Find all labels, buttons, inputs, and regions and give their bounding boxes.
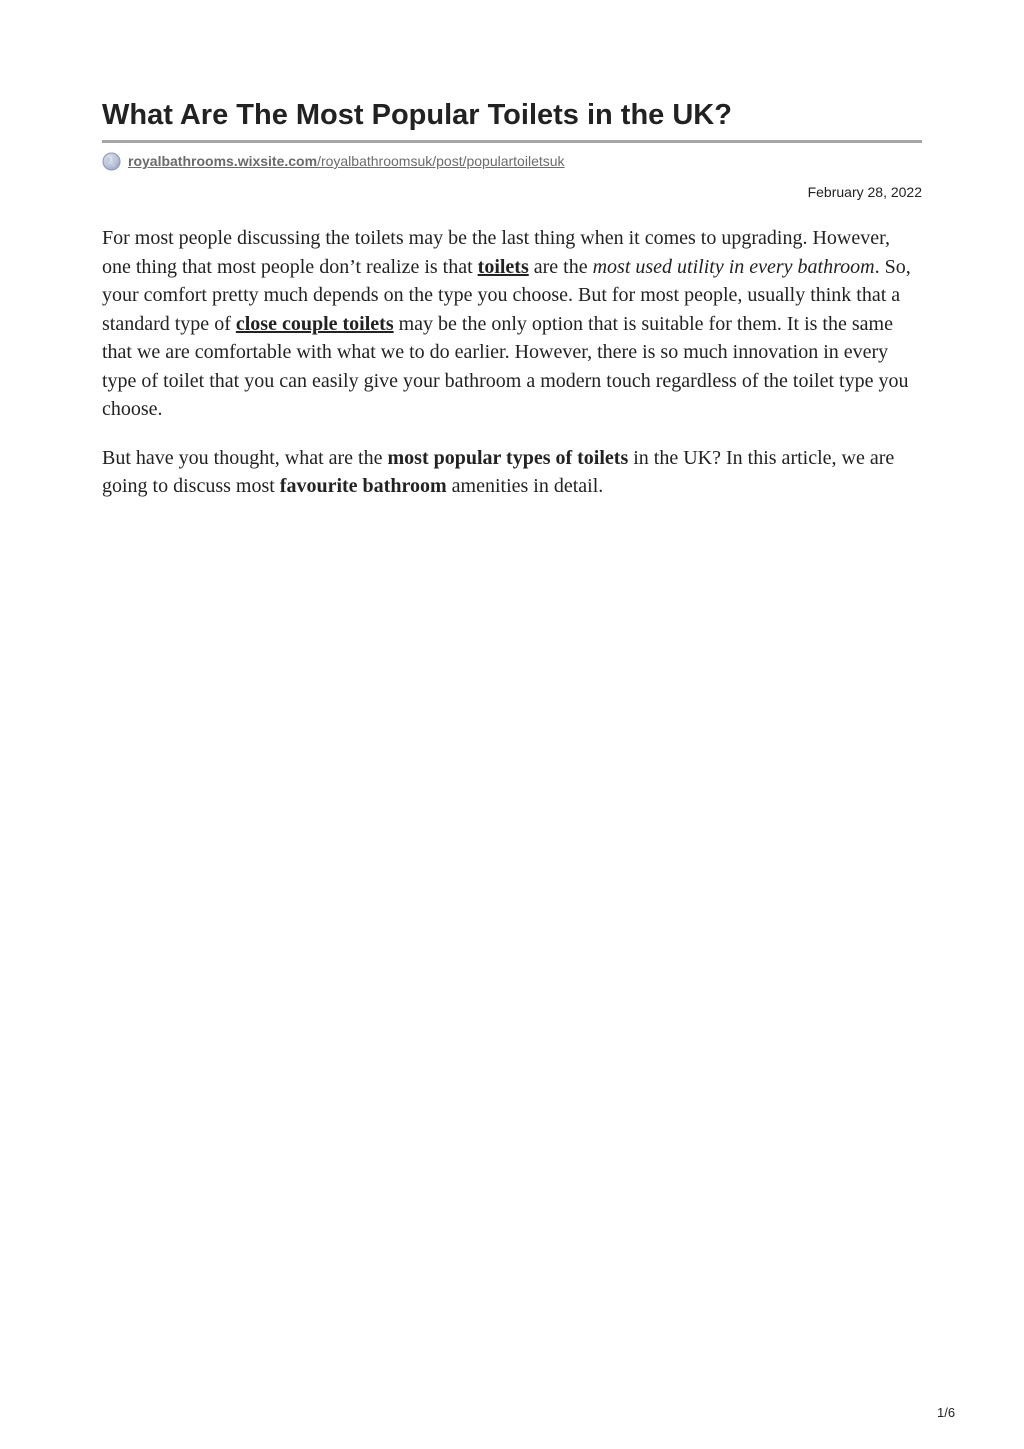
p2-text-3: amenities in detail. bbox=[446, 475, 604, 497]
p2-bold-2: favourite bathroom bbox=[279, 475, 447, 497]
paragraph-2 bbox=[102, 444, 922, 501]
toilets-link[interactable]: toilets bbox=[477, 255, 529, 278]
source-url-link[interactable] bbox=[128, 153, 565, 169]
page-title: What Are The Most Popular Toilets in the UK? bbox=[102, 99, 732, 131]
p1-text-2: are the bbox=[528, 255, 593, 278]
p1-emphasis: most used utility in every bathroom bbox=[592, 255, 875, 278]
p1-text-1: For most people discussing the toilets may be the last thing when it comes to upgrading. However, one thing that most people don’t realize is that bbox=[102, 227, 890, 278]
title-divider bbox=[102, 140, 922, 143]
page-number: 1/6 bbox=[937, 1405, 956, 1420]
p2-text-1: But have you thought, what are the bbox=[102, 446, 388, 469]
p1-text-4: may be the only option that is suitable for them. It is the same that we are comfortable with what we to do earlier. However, there is so much innovation in every type of toilet that you can easily give your bathroom a modern touch regardless of the toilet type you choose. bbox=[102, 312, 909, 420]
publish-date: February 28, 2022 bbox=[807, 184, 922, 200]
p2-text-2: in the UK? In this article, we are going to discuss most bbox=[102, 446, 895, 497]
p1-text-3: . So, your comfort pretty much depends on the type you choose. But for most people, usually think that a standard type of bbox=[102, 255, 911, 335]
source-path: /royalbathroomsuk/post/populartoiletsuk bbox=[317, 153, 565, 169]
source-line bbox=[102, 151, 922, 171]
article bbox=[102, 96, 922, 501]
paragraph-1 bbox=[102, 224, 922, 424]
close-couple-toilets-link[interactable]: close couple toilets bbox=[235, 312, 394, 335]
globe-icon bbox=[102, 152, 121, 171]
source-domain: royalbathrooms.wixsite.com bbox=[128, 153, 318, 169]
p2-bold-1: most popular types of toilets bbox=[387, 446, 629, 469]
